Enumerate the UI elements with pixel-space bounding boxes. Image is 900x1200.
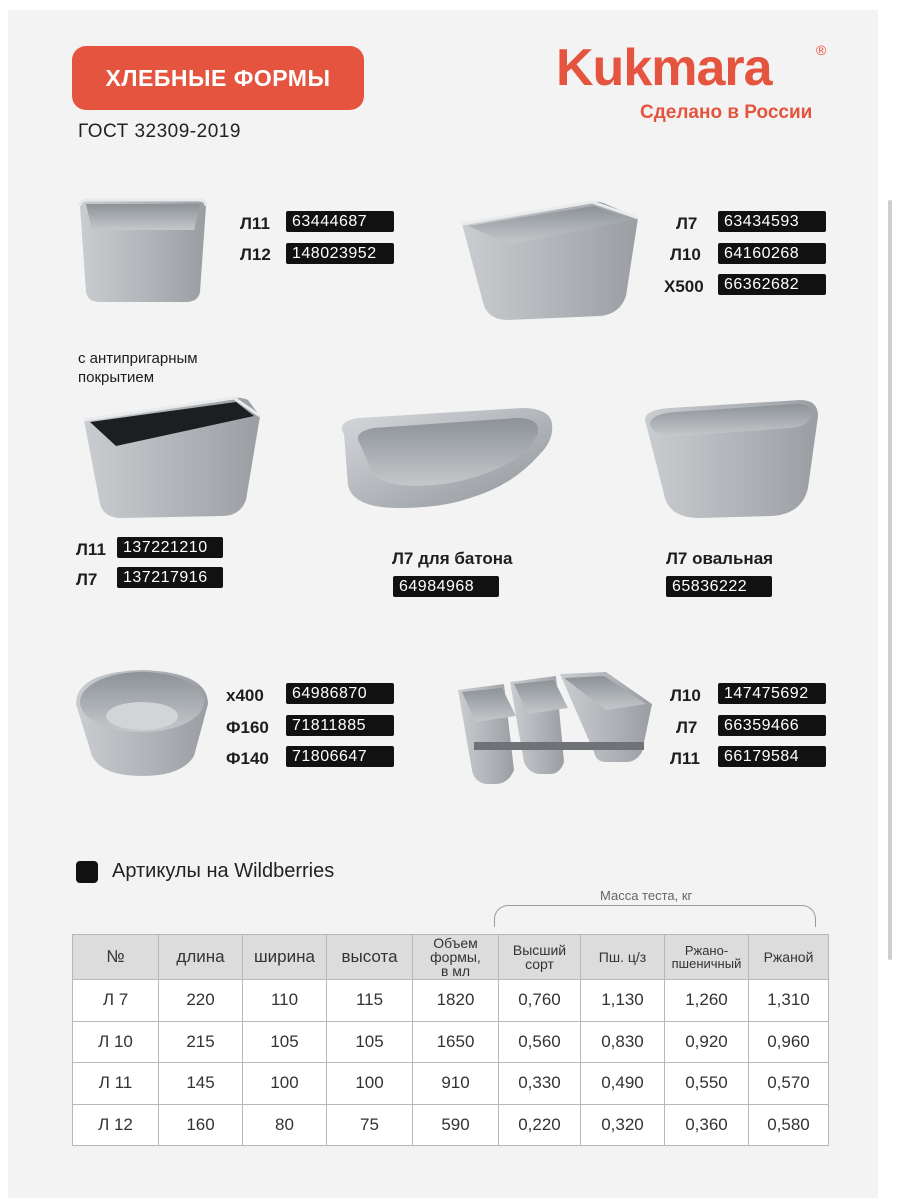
- table-cell: 1,260: [665, 980, 749, 1022]
- pan-image-baton: [334, 404, 556, 514]
- col-header-rye: Ржаной: [749, 935, 829, 980]
- product-code[interactable]: 64160268: [718, 243, 826, 264]
- product-code[interactable]: 66179584: [718, 746, 826, 767]
- col-header-volume-line3: в мл: [440, 963, 471, 979]
- table-cell: 1,310: [749, 980, 829, 1022]
- product-label: Л12: [240, 245, 271, 264]
- table-cell: 160: [159, 1104, 243, 1146]
- table-cell: Л 7: [73, 980, 159, 1022]
- pan-image-oval: [640, 396, 820, 520]
- product-code[interactable]: 64984968: [393, 576, 499, 597]
- table-row: [73, 1104, 829, 1146]
- pan-image-triple-set: [456, 670, 656, 786]
- table-cell: 910: [413, 1063, 499, 1105]
- product-label: Ф140: [226, 749, 269, 768]
- col-header-rye-wheat-line1: Ржано-: [684, 943, 729, 958]
- product-label: х400: [226, 686, 264, 705]
- col-header-number: №: [73, 935, 159, 980]
- table-cell: 110: [243, 980, 327, 1022]
- page-title: ХЛЕБНЫЕ ФОРМЫ: [72, 46, 364, 110]
- table-cell: Л 10: [73, 1021, 159, 1063]
- product-code[interactable]: 65836222: [666, 576, 772, 597]
- table-cell: 145: [159, 1063, 243, 1105]
- brand-logo: [552, 38, 842, 128]
- product-label: Х500: [664, 277, 704, 296]
- nonstick-caption: с антипригарным покрытием: [78, 350, 198, 386]
- table-cell: 0,960: [749, 1021, 829, 1063]
- table-cell: 1,130: [581, 980, 665, 1022]
- brand-name: Kukmara: [556, 39, 772, 97]
- product-code[interactable]: 63434593: [718, 211, 826, 232]
- table-cell: 0,830: [581, 1021, 665, 1063]
- col-header-top-grade: [499, 935, 581, 980]
- product-label: Л7: [76, 570, 98, 589]
- brand-tagline: Сделано в России: [640, 102, 813, 123]
- col-header-volume-line2: формы,: [430, 949, 481, 965]
- col-header-wheat: Пш. ц/з: [581, 935, 665, 980]
- table-cell: 0,320: [581, 1104, 665, 1146]
- table-cell: 105: [243, 1021, 327, 1063]
- product-code[interactable]: 66362682: [718, 274, 826, 295]
- col-header-width: ширина: [243, 935, 327, 980]
- standard-label: ГОСТ 32309-2019: [78, 121, 241, 142]
- product-label: Л7 для батона: [392, 549, 513, 568]
- table-cell: 215: [159, 1021, 243, 1063]
- pan-image-square: [76, 196, 210, 306]
- product-code[interactable]: 71806647: [286, 746, 394, 767]
- product-code[interactable]: 137221210: [117, 537, 223, 558]
- col-header-top-line2: сорт: [525, 956, 554, 972]
- col-header-rye-wheat: [665, 935, 749, 980]
- mass-group-bracket: [494, 905, 816, 927]
- product-label: Л11: [670, 749, 700, 768]
- product-code[interactable]: 64986870: [286, 683, 394, 704]
- product-code[interactable]: 63444687: [286, 211, 394, 232]
- pan-image-nonstick: [82, 394, 262, 520]
- pan-image-round: [72, 664, 212, 780]
- table-cell: 115: [327, 980, 413, 1022]
- col-header-rye-wheat-line2: пшеничный: [671, 956, 742, 971]
- table-cell: Л 12: [73, 1104, 159, 1146]
- scrollbar-thumb[interactable]: [888, 200, 892, 960]
- table-cell: 0,920: [665, 1021, 749, 1063]
- table-cell: 0,760: [499, 980, 581, 1022]
- product-code[interactable]: 148023952: [286, 243, 394, 264]
- table-cell: 0,330: [499, 1063, 581, 1105]
- table-row: [73, 1063, 829, 1105]
- table-cell: 100: [243, 1063, 327, 1105]
- table-header-row: [73, 935, 829, 980]
- table-cell: 0,360: [665, 1104, 749, 1146]
- table-cell: 0,580: [749, 1104, 829, 1146]
- table-cell: 105: [327, 1021, 413, 1063]
- legend-swatch: [76, 861, 98, 883]
- product-code[interactable]: 137217916: [117, 567, 223, 588]
- product-label: Л7: [676, 718, 698, 737]
- table-cell: 0,490: [581, 1063, 665, 1105]
- product-label: Л10: [670, 245, 701, 264]
- table-cell: 1820: [413, 980, 499, 1022]
- table-cell: 100: [327, 1063, 413, 1105]
- table-cell: 80: [243, 1104, 327, 1146]
- table-cell: Л 11: [73, 1063, 159, 1105]
- scrollbar[interactable]: [882, 0, 896, 1200]
- table-row: [73, 980, 829, 1022]
- col-header-height: высота: [327, 935, 413, 980]
- pan-image-long: [460, 198, 642, 322]
- product-code[interactable]: 147475692: [718, 683, 826, 704]
- table-cell: 0,550: [665, 1063, 749, 1105]
- product-label: Л7: [676, 214, 698, 233]
- product-code[interactable]: 71811885: [286, 715, 394, 736]
- table-cell: 1650: [413, 1021, 499, 1063]
- col-header-volume-line1: Объем: [433, 935, 478, 951]
- col-header-length: длина: [159, 935, 243, 980]
- table-cell: 0,570: [749, 1063, 829, 1105]
- col-header-volume: [413, 935, 499, 980]
- product-code[interactable]: 66359466: [718, 715, 826, 736]
- product-label: Ф160: [226, 718, 269, 737]
- table-cell: 590: [413, 1104, 499, 1146]
- table-cell: 0,560: [499, 1021, 581, 1063]
- col-header-top-line1: Высший: [512, 942, 567, 958]
- table-cell: 220: [159, 980, 243, 1022]
- table-cell: 75: [327, 1104, 413, 1146]
- table-row: [73, 1021, 829, 1063]
- legend-text: Артикулы на Wildberries: [112, 860, 335, 882]
- product-label: Л11: [240, 214, 270, 233]
- brand-registered-mark: ®: [816, 42, 827, 58]
- product-label: Л10: [670, 686, 701, 705]
- table-cell: 0,220: [499, 1104, 581, 1146]
- product-label: Л11: [76, 540, 106, 559]
- product-label: Л7 овальная: [666, 549, 774, 568]
- mass-group-label: Масса теста, кг: [600, 888, 693, 903]
- spec-table: [72, 934, 829, 1146]
